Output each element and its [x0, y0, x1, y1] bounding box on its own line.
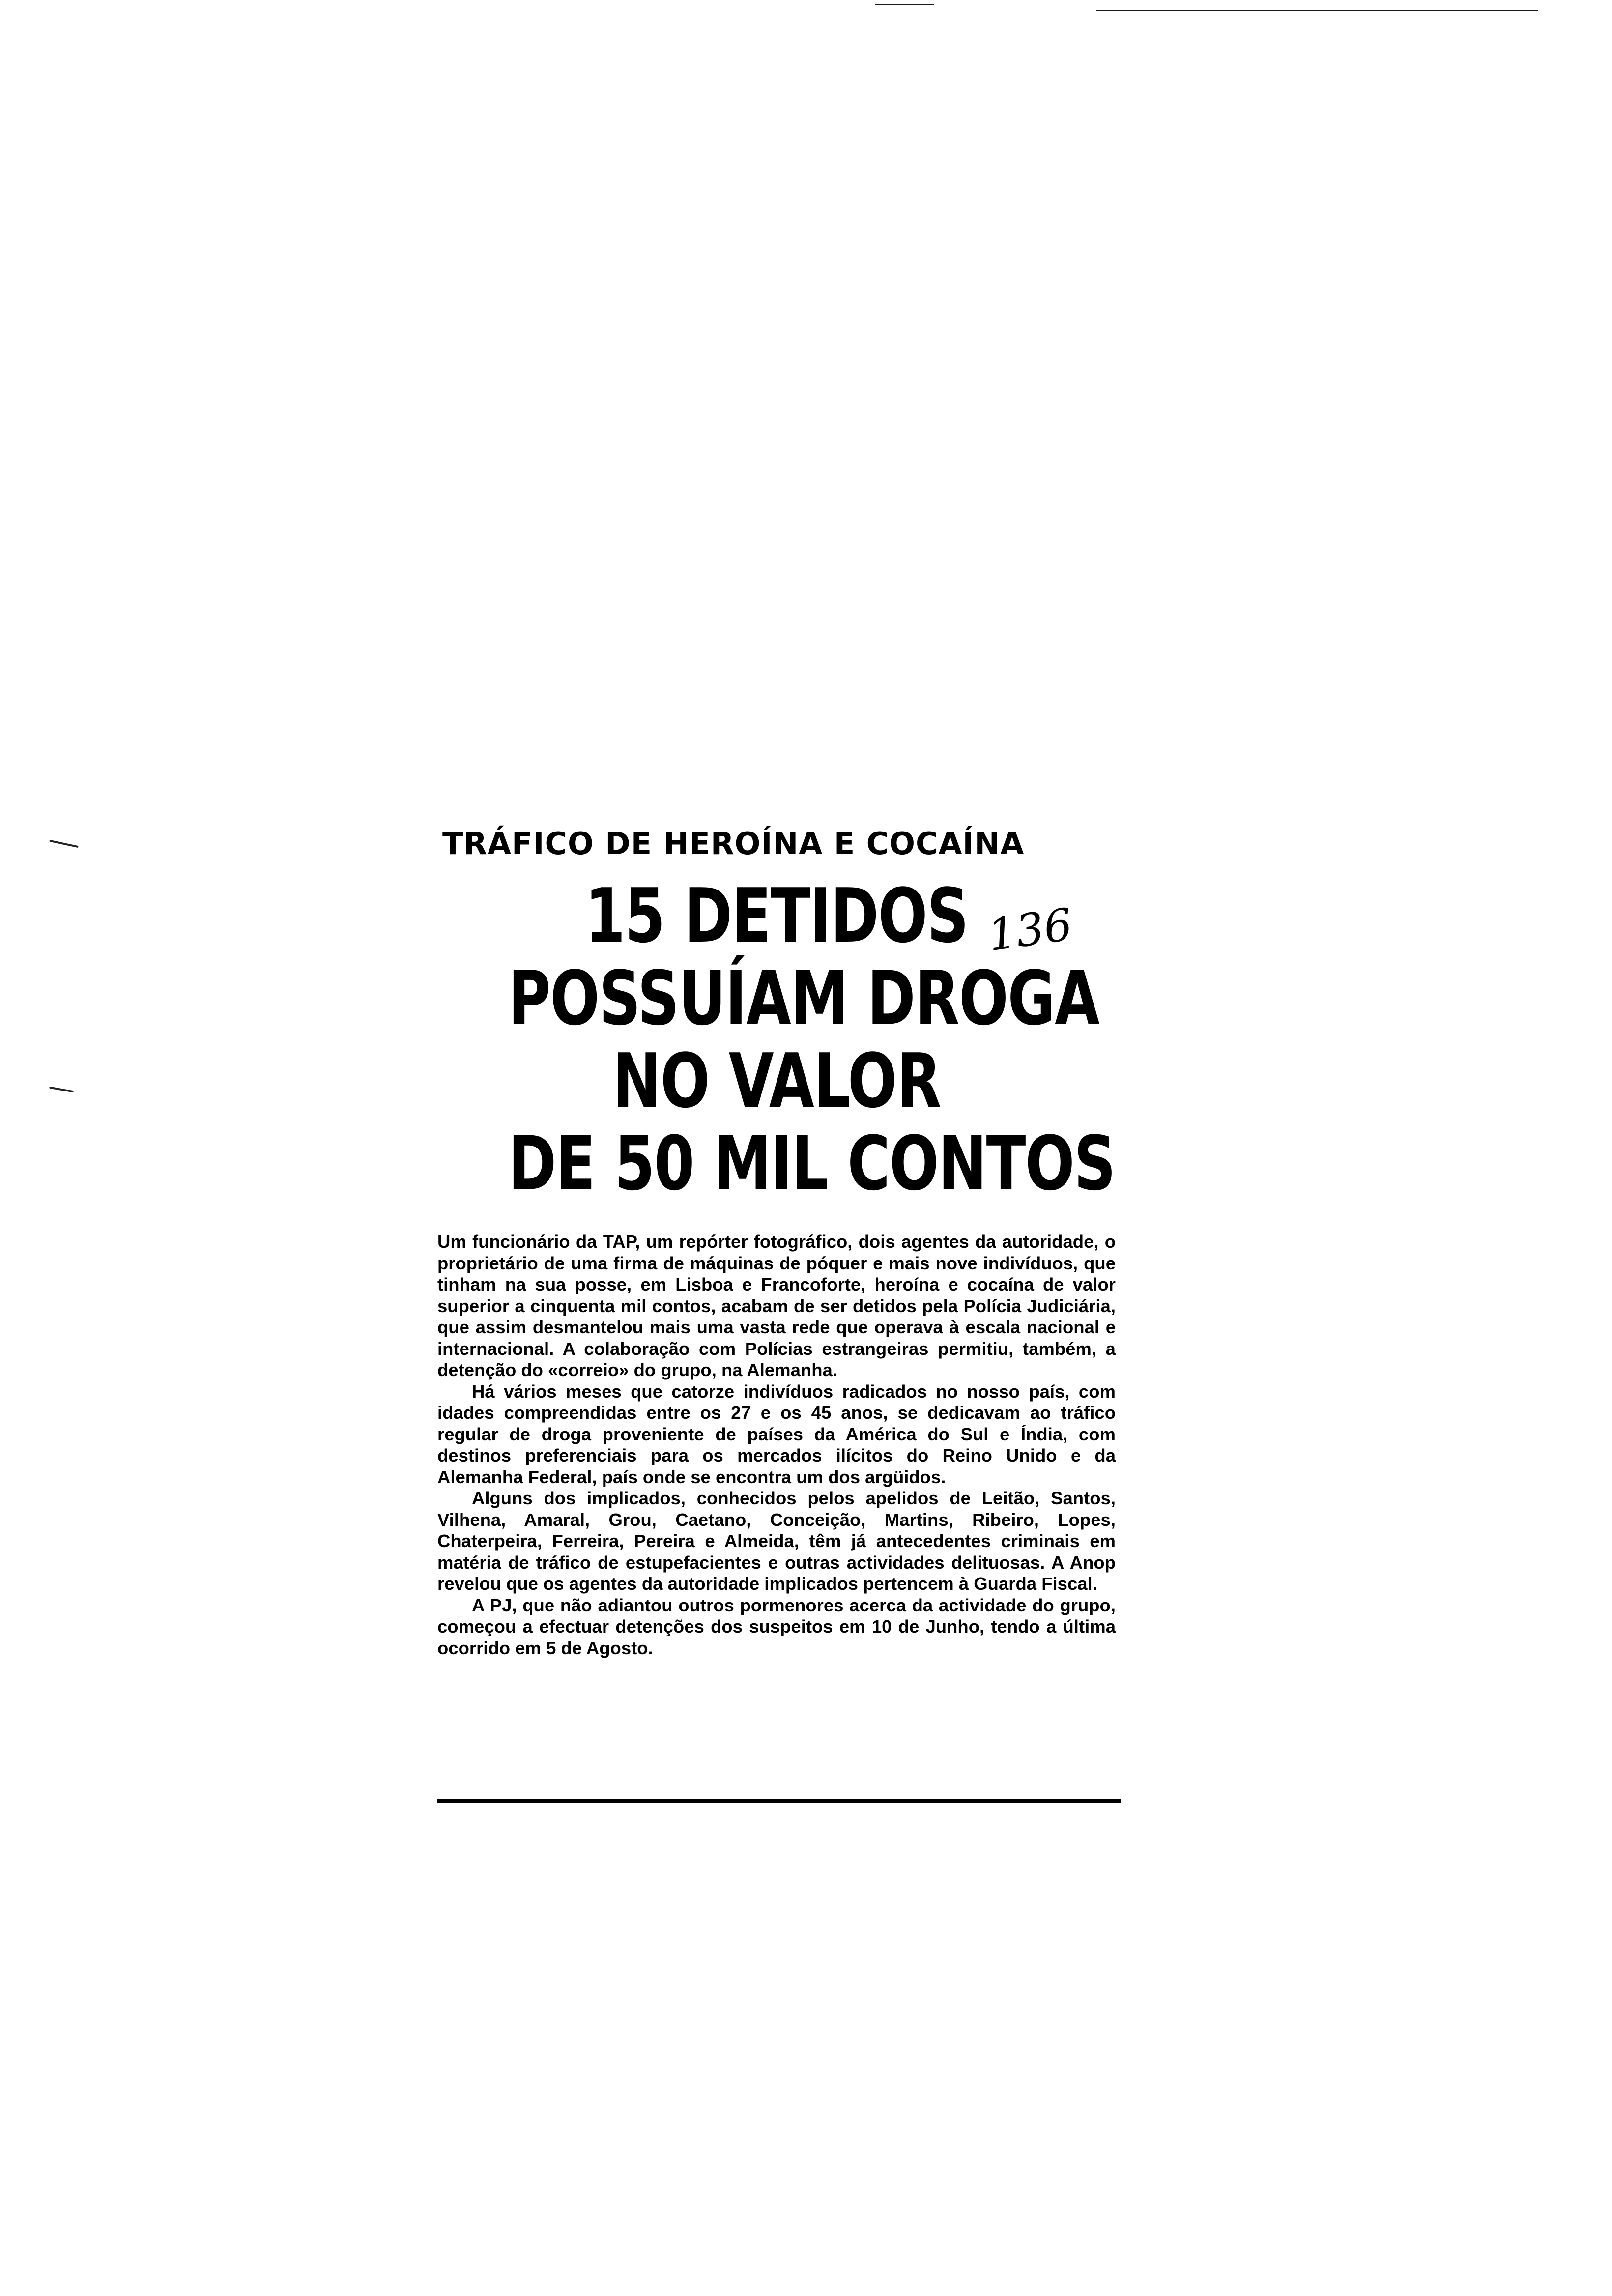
headline-line: NO VALOR	[612, 1037, 941, 1124]
article-bottom-rule	[437, 1799, 1121, 1803]
headline-line: 15 DETIDOS	[585, 872, 968, 959]
scan-artifact-top-line	[875, 4, 934, 5]
scan-artifact-top-line	[1096, 10, 1538, 11]
headline-line: POSSUÍAM DROGA	[508, 955, 1099, 1042]
article-body	[437, 1231, 1116, 1659]
article-kicker: TRÁFICO DE HEROÍNA E COCAÍNA	[442, 826, 1025, 861]
article-paragraph: Um funcionário da TAP, um repórter fotográfico, dois agentes da autoridade, o proprietário de uma firma de máquinas de póquer e mais nove indivíduos, que tinham na sua posse, em Lisboa e Francoforte, heroína e cocaína de valor superior a cinquenta mil contos, acabam de ser detidos pela Polícia Judiciária, que assim desmantelou mais uma vasta rede que operava à escala nacional e internacional. A colaboração com Polícias estrangeiras permitiu, também, a detenção do «correio» do grupo, na Alemanha.	[437, 1232, 1116, 1380]
handwritten-page-number: 136	[984, 898, 1076, 962]
scan-artifact-left-mark	[49, 840, 79, 848]
article-paragraph: A PJ, que não adiantou outros pormenores acerca da actividade do grupo, começou a efectuar detenções dos suspeitos em 10 de Junho, tendo a última ocorrido em 5 de Agosto.	[437, 1595, 1116, 1658]
article-headline	[508, 872, 1115, 1207]
headline-line: DE 50 MIL CONTOS	[508, 1120, 1115, 1207]
article-paragraph: Alguns dos implicados, conhecidos pelos apelidos de Leitão, Santos, Vilhena, Amaral, Grou, Caetano, Conceição, Martins, Ribeiro, Lopes, Chaterpeira, Ferreira, Pereira e Almeida, têm já antecedentes criminais em matéria de tráfico de estupefacientes e outras actividades delituosas. A Anop revelou que os agentes da autoridade implicados pertencem à Guarda Fiscal.	[437, 1488, 1116, 1594]
scan-artifact-left-mark	[49, 1087, 74, 1093]
article-paragraph: Há vários meses que catorze indivíduos radicados no nosso país, com idades compreendidas entre os 27 e os 45 anos, se dedicavam ao tráfico regular de droga proveniente de países da América do Sul e Índia, com destinos preferenciais para os mercados ilícitos do Reino Unido e da Alemanha Federal, país onde se encontra um dos argüidos.	[437, 1381, 1116, 1487]
